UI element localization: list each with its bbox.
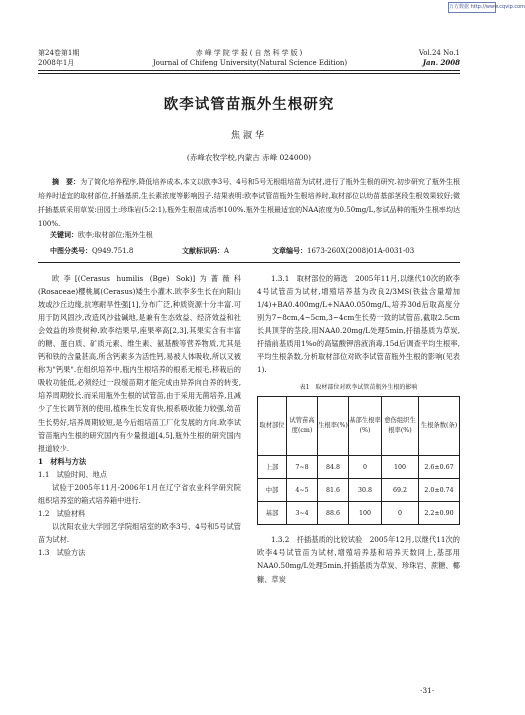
table-header-cell: 愈伤组织生根率(%): [382, 397, 419, 456]
journal-name-header: [140, 48, 360, 68]
journal-name-en: Journal of Chifeng University(Natural Science Edition): [152, 59, 348, 67]
section-1-2-heading: 1.2 试验材料: [38, 508, 86, 518]
volume-issue-en: Vol.24 No.1: [418, 49, 460, 57]
table-cell: 上部: [258, 456, 287, 479]
issue-date-en: Jan. 2008: [422, 58, 460, 67]
table-header-cell: 生根率(%): [318, 397, 349, 456]
section-1-3-1-text: 1.3.1 取材部位的筛选 2005年11月,以继代10次的欧李4号试管苗为试材,增殖培养基为改良2/3MS(铁盐含量增加1/4)+BA0.400mg/L+NAA0.050mg/L,培养30d后取高度分别为7~8cm,4~5cm,3~4cm生长势一致的试管苗,截取2.5cm长具顶芽的茎段,用NAA0.20mg/L处理5min,扦插基质为草炭,扦插前基质用1%o的高锰酸钾溶液消毒,15d后调查平均生根率,平均生根条数,分析取材部位对欧李试管苗瓶外生根的影响(见表1).: [257, 274, 460, 375]
clc-label: 中图分类号：: [50, 246, 92, 255]
author: 焦淑华: [230, 131, 267, 141]
doc-code: [182, 245, 229, 257]
table-cell: 100: [382, 456, 419, 479]
page-number: ·31·: [420, 686, 435, 695]
table-cell: 7~8: [287, 456, 318, 479]
abstract-label: 摘 要：: [52, 177, 81, 186]
table-cell: 84.8: [318, 456, 349, 479]
section-1-3-2-text: 1.3.2 扦插基质的比较试验 2005年12月,以继代11次的欧李4号试管苗为试材,增殖培养基和培养天数同上,基部用NAA0.50mg/L处理5min,扦插基质为草炭、珍珠岩、蔗糖、椰糠、草炭: [257, 535, 460, 584]
table-cell: 69.2: [382, 479, 419, 502]
table-cell: 2.6±0.67: [419, 456, 460, 479]
right-column: [257, 272, 460, 586]
table-header-cell: 基部生根率(%): [349, 397, 382, 456]
doc-value: A: [224, 247, 230, 255]
article-label: 文章编号：: [272, 246, 307, 255]
journal-volume-header: [38, 48, 79, 68]
keywords-text: 欧李;取材部位;瓶外生根: [78, 231, 153, 239]
section-1-2-text: 以沈阳农业大学园艺学院组培室的欧李3号、4号和5号试管苗为试材.: [38, 521, 241, 544]
table-cell: 30.8: [349, 479, 382, 502]
keywords-label: 关键词：: [50, 230, 78, 239]
table-cell: 81.6: [318, 479, 349, 502]
table-cell: 0: [349, 456, 382, 479]
table-cell: 中部: [258, 479, 287, 502]
table-cell: 2.0±0.74: [419, 479, 460, 502]
journal-name-cn: 赤峰学院学报(自然科学版): [195, 49, 305, 57]
journal-volume-header-en: [419, 48, 460, 68]
section-1-3-heading: 1.3 试验方法: [38, 547, 86, 557]
section-1-heading: 1 材料与方法: [38, 456, 87, 466]
doc-label: 文献标识码：: [182, 246, 224, 255]
table-caption: 表1 取材部位对欧李试管苗瓶外生根的影响: [299, 384, 418, 392]
table-cell: 100: [349, 502, 382, 525]
article-number: [272, 245, 414, 257]
header-rule-thin: [38, 73, 460, 74]
table-header-row: [258, 397, 460, 456]
affiliation: (赤峰农牧学校,内蒙古 赤峰 024000): [186, 153, 312, 162]
results-table: [257, 396, 460, 525]
table-cell: 3~4: [287, 502, 318, 525]
keywords: [50, 229, 153, 241]
table-cell: 0: [382, 502, 419, 525]
watermark-stamp: 万方数据 http://www.cqvip.com: [448, 2, 496, 13]
issue-date: 2008年1月: [38, 59, 75, 67]
table-cell: 4~5: [287, 479, 318, 502]
volume-issue: 第24卷第1期: [38, 49, 80, 57]
clc-value: Q949.751.8: [92, 247, 134, 255]
table-row: [258, 479, 460, 502]
table-header-cell: 取材部位: [258, 397, 287, 456]
table-row: [258, 502, 460, 525]
abstract: [38, 175, 460, 231]
table-cell: 88.6: [318, 502, 349, 525]
header-rule: [38, 70, 460, 71]
table-header-cell: 生根条数(条): [419, 397, 460, 456]
article-value: 1673-260X(2008)01A-0031-03: [307, 247, 415, 255]
table-header-cell: 试管苗高度(cm): [287, 397, 318, 456]
table-row: [258, 456, 460, 479]
intro-paragraph: 欧李[(Cerasus humilis (Bge) Sok)]为蔷薇科(Rosaceae)樱桃属(Cerasus)矮生小灌木.欧李多生长在向阳山坡或沙丘边缘,抗寒耐旱性强[1],分布广泛,种质资源十分丰富.可用于防风固沙,改造风沙盐碱地,是兼有生态效益、经济效益和社会效益的珍贵树种.欧李结果早,座果率高[2,3],其果实含有丰富的糖、蛋白质、矿质元素、维生素、氨基酸等营养物质,尤其是钙和铁的含量甚高,所含钙素多为活性钙,易被人体吸收,所以又被称为"钙果".在组织培养中,瓶内生根培养的根系无根毛,移栽后的吸收功能低,必须经过一段缓苗期才能完成由异养向自养的转变,培养周期较长.而采用瓶外生根的试管苗,由于采用无菌培养,且减少了生长调节剂的使用,植株生长发育快,根系吸收能力较强,幼苗生长势好,培养周期较短,是今后组培苗工厂化发展的方向.欧李试管苗瓶内生根的研究国内有少量报道[4,5],瓶外生根的研究国内报道较少.: [38, 274, 241, 453]
section-1-1-heading: 1.1 试验时间、地点: [38, 469, 107, 479]
paper-title: 欧李试管苗瓶外生根研究: [163, 96, 335, 113]
table-cell: 2.2±0.90: [419, 502, 460, 525]
section-1-1-text: 试验于2005年11月-2006年1月在辽宁省农业科学研究院组织培养室的箱式培养箱中进行.: [38, 482, 241, 505]
clc-number: [50, 245, 133, 257]
table-cell: 基部: [258, 502, 287, 525]
abstract-rule: [38, 262, 460, 263]
abstract-text: 为了简化培养程序,降低培养成本,本文以欧李3号、4号和5号无根组培苗为试材,进行了瓶外生根的研究.初步研究了瓶外生根培养时适宜的取材部位,扦插基质,生长素浓度等影响因子.结果表明:欧李试管苗瓶外生根培养时,取材部位以幼苗基部茎段生根效果较好;微扦插基质采用草炭:田园土:珍珠岩(5:2:1),瓶外生根苗成活率100%.瓶外生根最适宜的NAA浓度为0.50mg/L,参试品种的瓶外生根率均达100%.: [38, 178, 461, 228]
left-column: [38, 272, 241, 559]
